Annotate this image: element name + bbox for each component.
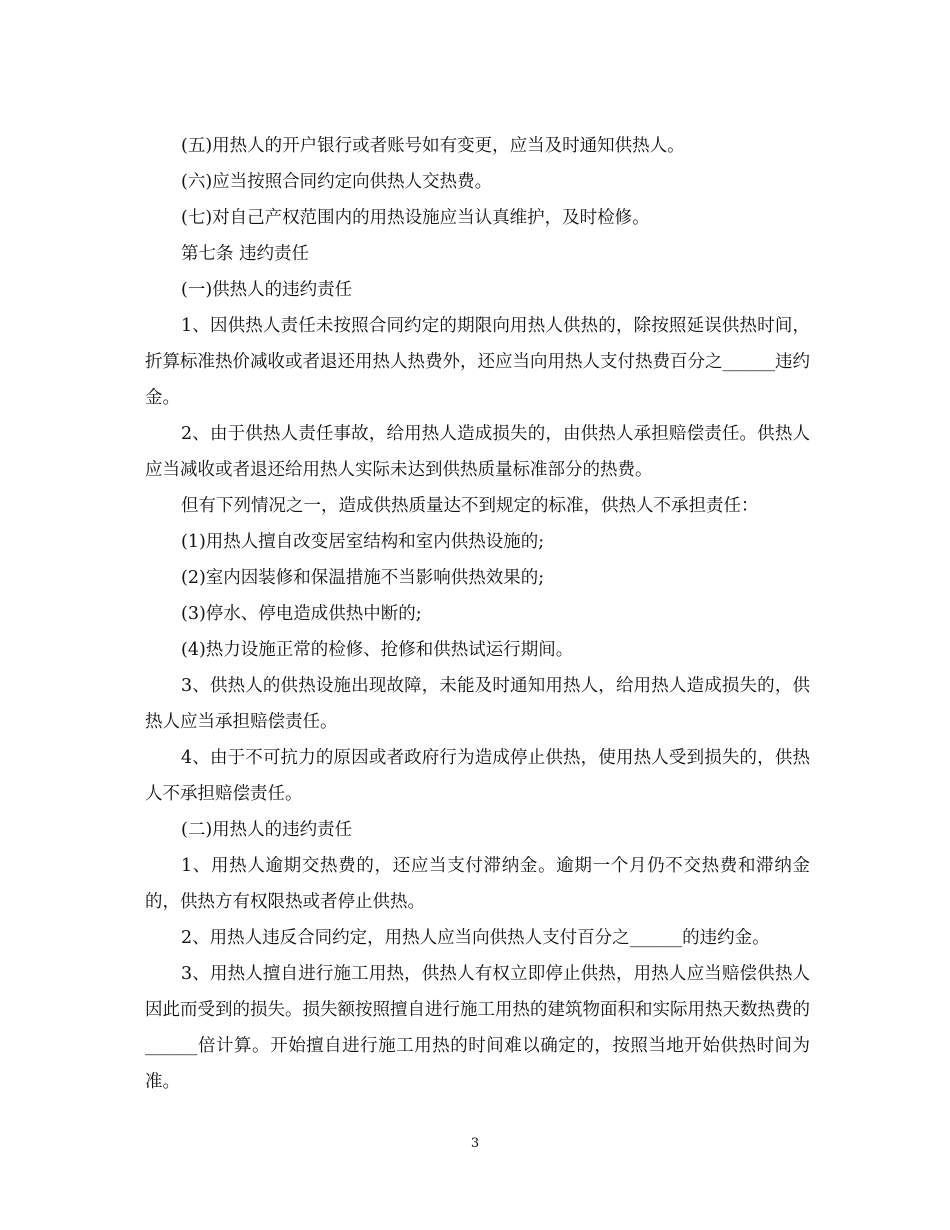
paragraph-17: 2、用热人违反合同约定，用热人应当向供热人支付百分之______的违约金。 bbox=[181, 928, 770, 948]
paragraph-7: 2、由于供热人责任事故，给用热人造成损失的，由供热人承担赔偿责任。供热人应当减收或者退还给用热人实际未达到供热质量标准部分的热费。 bbox=[145, 424, 810, 480]
paragraph-16: 1、用热人逾期交热费的，还应当支付滞纳金。逾期一个月仍不交热费和滞纳金的，供热方有权限热或者停止供热。 bbox=[145, 856, 810, 912]
paragraph-13: 3、供热人的供热设施出现故障，未能及时通知用热人，给用热人造成损失的，供热人应当承担赔偿责任。 bbox=[145, 676, 810, 732]
document-body bbox=[145, 128, 810, 1100]
paragraph-6: 1、因供热人责任未按照合同约定的期限向用热人供热的，除按照延误供热时间，折算标准热价减收或者退还用热人热费外，还应当向用热人支付热费百分之______违约金。 bbox=[145, 316, 810, 408]
paragraph-3: (七)对自己产权范围内的用热设施应当认真维护，及时检修。 bbox=[181, 208, 650, 228]
paragraph-14: 4、由于不可抗力的原因或者政府行为造成停止供热，使用热人受到损失的，供热人不承担赔偿责任。 bbox=[145, 748, 810, 804]
paragraph-1: (五)用热人的开户银行或者账号如有变更，应当及时通知供热人。 bbox=[181, 136, 685, 156]
article-heading: 第七条 违约责任 bbox=[181, 244, 310, 264]
list-item-2: (2)室内因装修和保温措施不当影响供热效果的; bbox=[181, 568, 545, 588]
paragraph-2: (六)应当按照合同约定向供热人交热费。 bbox=[181, 172, 493, 192]
list-item-4: (4)热力设施正常的检修、抢修和供热试运行期间。 bbox=[181, 640, 574, 660]
page-number: 3 bbox=[470, 1136, 480, 1151]
section-heading-user: (二)用热人的违约责任 bbox=[181, 820, 353, 840]
paragraph-8: 但有下列情况之一，造成供热质量达不到规定的标准，供热人不承担责任： bbox=[181, 496, 759, 516]
list-item-1: (1)用热人擅自改变居室结构和室内供热设施的; bbox=[181, 532, 545, 552]
list-item-3: (3)停水、停电造成供热中断的; bbox=[181, 604, 422, 624]
paragraph-18: 3、用热人擅自进行施工用热，供热人有权立即停止供热，用热人应当赔偿供热人因此而受到的损失。损失额按照擅自进行施工用热的建筑物面积和实际用热天数热费的______倍计算。开始擅自进行施工用热的时间难以确定的，按照当地开始供热时间为准。 bbox=[145, 964, 810, 1092]
section-heading-supplier: (一)供热人的违约责任 bbox=[181, 280, 353, 300]
